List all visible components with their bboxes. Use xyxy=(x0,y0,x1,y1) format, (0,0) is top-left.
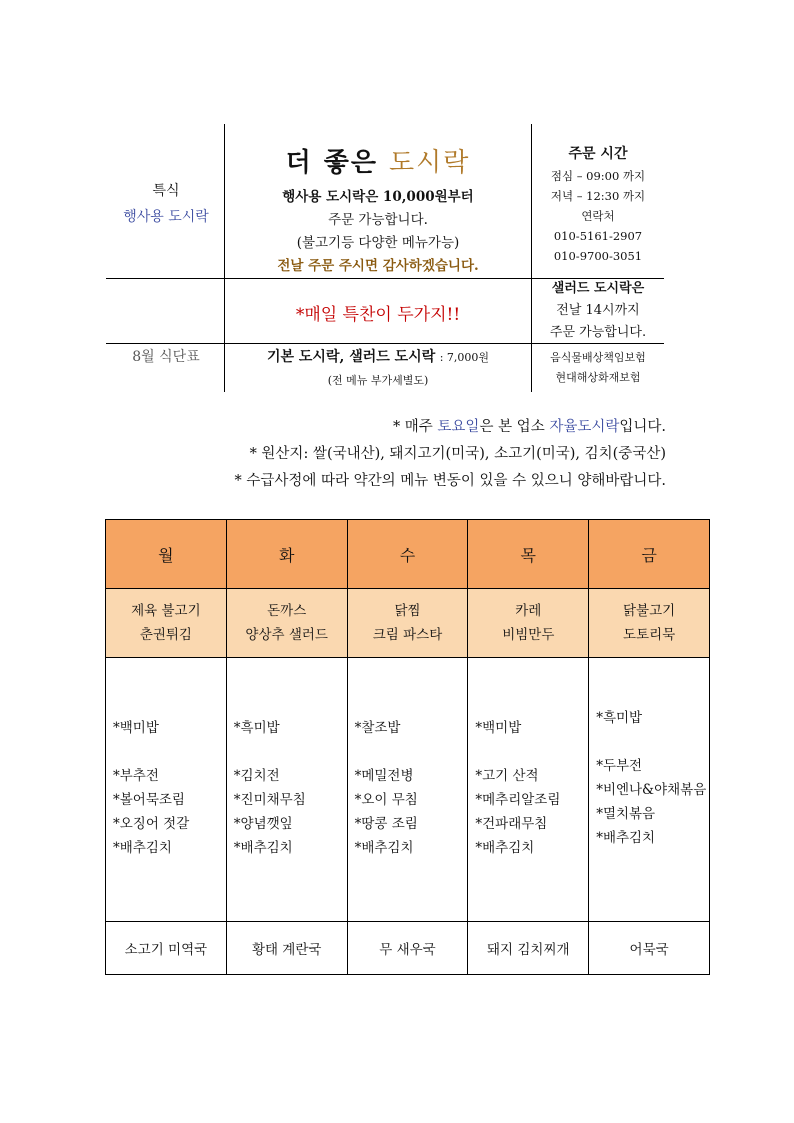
main-dish: 카레 xyxy=(515,603,542,619)
main-tue xyxy=(226,589,347,658)
side-item: *오징어 젓갈 xyxy=(113,816,190,832)
main-dish-row xyxy=(106,589,710,658)
soup-thu: 돼지 김치찌개 xyxy=(468,922,589,975)
day-row xyxy=(106,520,710,589)
weekly-menu-table xyxy=(105,519,710,975)
rice-item: *흑미밥 xyxy=(233,720,280,736)
event-line-3: (불고기등 다양한 메뉴가능) xyxy=(296,235,460,251)
note-1-saturday: 토요일 xyxy=(437,419,480,435)
day-fri: 금 xyxy=(589,520,710,589)
insurance-1: 음식물배상책임보험 xyxy=(550,351,646,364)
main-dish: 크림 파스타 xyxy=(372,627,443,643)
soup-mon: 소고기 미역국 xyxy=(106,922,227,975)
sides-mon xyxy=(106,658,227,922)
soup-row xyxy=(106,922,710,975)
main-mon xyxy=(106,589,227,658)
side-item: *메밀전병 xyxy=(354,768,414,784)
event-line-2: 주문 가능합니다. xyxy=(328,212,428,228)
side-item: *고기 산적 xyxy=(475,768,539,784)
event-line-1: 행사용 도시락은 10,000원부터 xyxy=(282,189,474,205)
contact-label: 연락처 xyxy=(581,209,615,223)
daily-special-banner: *매일 특찬이 두가지!! xyxy=(295,305,461,325)
sides-tue xyxy=(226,658,347,922)
sides-wed xyxy=(347,658,468,922)
day-thu: 목 xyxy=(468,520,589,589)
side-dish-row xyxy=(106,658,710,922)
side-item: *배추김치 xyxy=(113,840,172,856)
order-time-box xyxy=(532,144,664,266)
brand-main: 더 좋은 xyxy=(285,148,378,178)
order-dinner: 저녁 – 12:30 까지 xyxy=(550,189,646,203)
sides-thu xyxy=(468,658,589,922)
side-item: *배추김치 xyxy=(354,840,414,856)
side-item: *양념깻잎 xyxy=(233,816,293,832)
order-time-title: 주문 시간 xyxy=(568,146,628,162)
rice-item: *흑미밥 xyxy=(596,710,643,726)
note-change: * 수급사정에 따라 약간의 메뉴 변동이 있을 수 있으니 양해바랍니다. xyxy=(234,473,666,489)
price-value: : 7,000원 xyxy=(439,351,490,364)
salad-note xyxy=(532,278,664,344)
salad-line-3: 주문 가능합니다. xyxy=(549,325,647,340)
order-lunch: 점심 – 09:00 까지 xyxy=(550,169,646,183)
price-main: 기본 도시락, 샐러드 도시락 xyxy=(266,349,436,365)
main-dish: 양상추 샐러드 xyxy=(245,627,328,643)
main-dish: 도토리묵 xyxy=(623,627,676,643)
special-subtitle: 행사용 도시락 xyxy=(123,209,209,225)
sides-fri xyxy=(589,658,710,922)
main-wed xyxy=(347,589,468,658)
side-item: *배추김치 xyxy=(596,830,656,846)
side-item: *오이 무침 xyxy=(354,792,418,808)
insurance-2: 현대해상화재보험 xyxy=(555,371,641,384)
note-origin: * 원산지: 쌀(국내산), 돼지고기(미국), 소고기(미국), 김치(중국산) xyxy=(249,446,666,462)
main-dish: 돈까스 xyxy=(267,603,307,619)
main-fri xyxy=(589,589,710,658)
main-dish: 비빔만두 xyxy=(502,627,555,643)
rice-item: *찰조밥 xyxy=(354,720,401,736)
soup-wed: 무 새우국 xyxy=(347,922,468,975)
note-1-part-e: 입니다. xyxy=(619,419,666,435)
side-item: *진미채무침 xyxy=(233,792,306,808)
salad-title: 샐러드 도시락은 xyxy=(551,281,645,296)
side-item: *건파래무침 xyxy=(475,816,548,832)
day-wed: 수 xyxy=(347,520,468,589)
side-item: *배추김치 xyxy=(233,840,293,856)
main-dish: 제육 불고기 xyxy=(131,603,201,619)
brand-title xyxy=(224,142,532,179)
event-info xyxy=(224,186,532,278)
salad-line-2: 전날 14시까지 xyxy=(556,303,640,318)
side-item: *두부전 xyxy=(596,758,643,774)
rice-item: *백미밥 xyxy=(475,720,522,736)
main-dish: 춘권튀김 xyxy=(139,627,192,643)
side-item: *메추리알조림 xyxy=(475,792,561,808)
menu-month-label: 8월 식단표 xyxy=(132,349,200,365)
note-saturday xyxy=(100,414,666,441)
phone-2: 010-9700-3051 xyxy=(553,249,643,263)
thanks-line: 전날 주문 주시면 감사하겠습니다. xyxy=(277,258,479,274)
side-item: *멸치볶음 xyxy=(596,806,656,822)
special-box xyxy=(108,178,224,230)
side-item: *볼어묵조림 xyxy=(113,792,185,808)
side-item: *배추김치 xyxy=(475,840,535,856)
tax-note: (전 메뉴 부가세별도) xyxy=(327,374,429,387)
notes xyxy=(100,414,666,495)
side-item: *김치전 xyxy=(233,768,280,784)
side-item: *비엔나&야채볶음 xyxy=(596,782,707,798)
main-dish: 닭찜 xyxy=(394,603,421,619)
insurance-box xyxy=(532,348,664,388)
rice-item: *백미밥 xyxy=(113,720,159,736)
price-line xyxy=(224,346,532,366)
brand-accent: 도시락 xyxy=(389,148,471,178)
main-dish: 닭불고기 xyxy=(623,603,676,619)
phone-1: 010-5161-2907 xyxy=(553,229,643,243)
day-tue: 화 xyxy=(226,520,347,589)
note-1-part-c: 은 본 업소 xyxy=(479,419,550,435)
main-thu xyxy=(468,589,589,658)
soup-tue: 황태 계란국 xyxy=(226,922,347,975)
special-title: 특식 xyxy=(152,183,180,199)
day-mon: 월 xyxy=(106,520,227,589)
side-item: *땅콩 조림 xyxy=(354,816,418,832)
side-item: *부추전 xyxy=(113,768,159,784)
note-1-free-box: 자율도시락 xyxy=(549,419,620,435)
soup-fri: 어묵국 xyxy=(589,922,710,975)
note-1-part-a: * 매주 xyxy=(392,419,438,435)
